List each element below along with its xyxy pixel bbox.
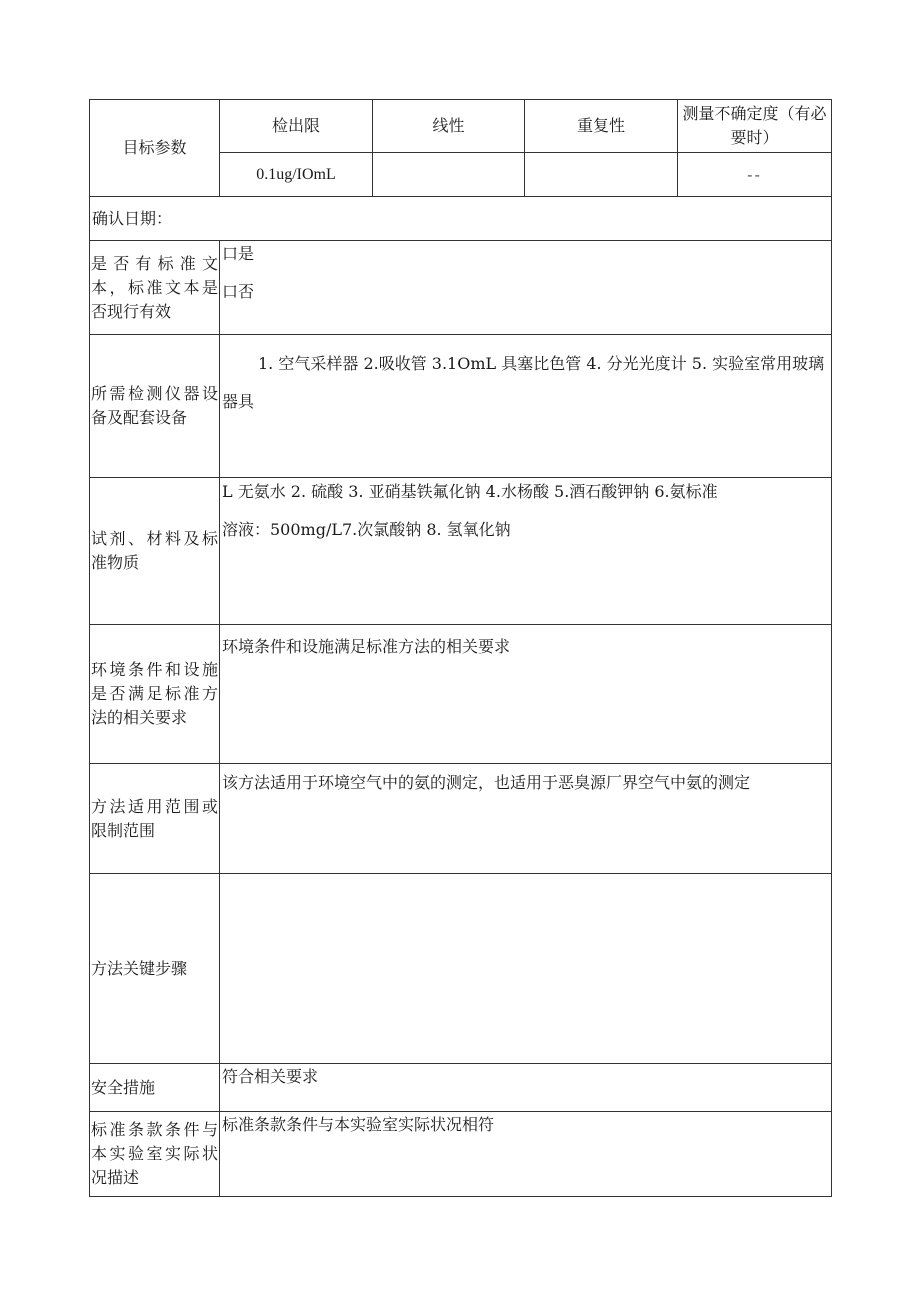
reagents-line-2: 溶液：500mg/L7.次氯酸钠 8. 氢氧化钠 [222,520,511,539]
environment-label: 环境条件和设施是否满足标准方法的相关要求 [90,625,220,764]
scope-text: 该方法适用于环境空气中的氨的测定，也适用于恶臭源厂界空气中氨的测定 [222,773,751,792]
target-params-header-row [90,100,832,153]
safety-text: 符合相关要求 [222,1067,319,1086]
environment-text: 环境条件和设施满足标准方法的相关要求 [222,637,511,656]
clauses-label: 标准条款条件与本实验室实际状况描述 [90,1112,220,1197]
key-steps-row [90,874,832,1064]
environment-content [220,625,832,764]
linearity-header: 线性 [373,100,525,153]
scope-content [220,764,832,874]
reagents-line-1: L 无氨水 2. 硫酸 3. 亚硝基铁氟化钠 4.水杨酸 5.酒石酸钾钠 6.氨标准 [222,482,718,501]
detection-limit-header: 检出限 [220,100,373,153]
standard-text-row [90,241,832,335]
reagents-content [220,478,832,625]
scope-label: 方法适用范围或限制范围 [90,764,220,874]
instruments-content [220,335,832,478]
key-steps-content [220,874,832,1064]
safety-content [220,1064,832,1112]
standard-text-label: 是否有标准文本，标准文本是否现行有效 [90,241,220,335]
repeatability-value [525,153,678,197]
repeatability-header: 重复性 [525,100,678,153]
target-params-label: 目标参数 [90,100,220,197]
safety-row [90,1064,832,1112]
environment-row [90,625,832,764]
instruments-text: 1. 空气采样器 2.吸收管 3.1OmL 具塞比色管 4. 分光光度计 5. 实验室常用玻璃器具 [222,354,825,411]
instruments-label: 所需检测仪器设备及配套设备 [90,335,220,478]
confirm-date-label: 确认日期： [90,197,832,241]
clauses-content [220,1112,832,1197]
standard-yes-option[interactable]: 口是 [222,244,255,263]
standard-text-content [220,241,832,335]
standard-no-option[interactable]: 口否 [222,282,255,301]
clauses-row [90,1112,832,1197]
instruments-row [90,335,832,478]
scope-row [90,764,832,874]
method-confirmation-table [89,99,832,1197]
key-steps-label: 方法关键步骤 [90,874,220,1064]
clauses-text: 标准条款条件与本实验室实际状况相符 [222,1115,495,1134]
reagents-label: 试剂、材料及标准物质 [90,478,220,625]
uncertainty-value: -- [678,153,832,197]
reagents-row [90,478,832,625]
safety-label: 安全措施 [90,1064,220,1112]
confirm-date-row [90,197,832,241]
detection-limit-value: 0.1ug/IOmL [220,153,373,197]
linearity-value [373,153,525,197]
uncertainty-header: 测量不确定度（有必要时） [678,100,832,153]
